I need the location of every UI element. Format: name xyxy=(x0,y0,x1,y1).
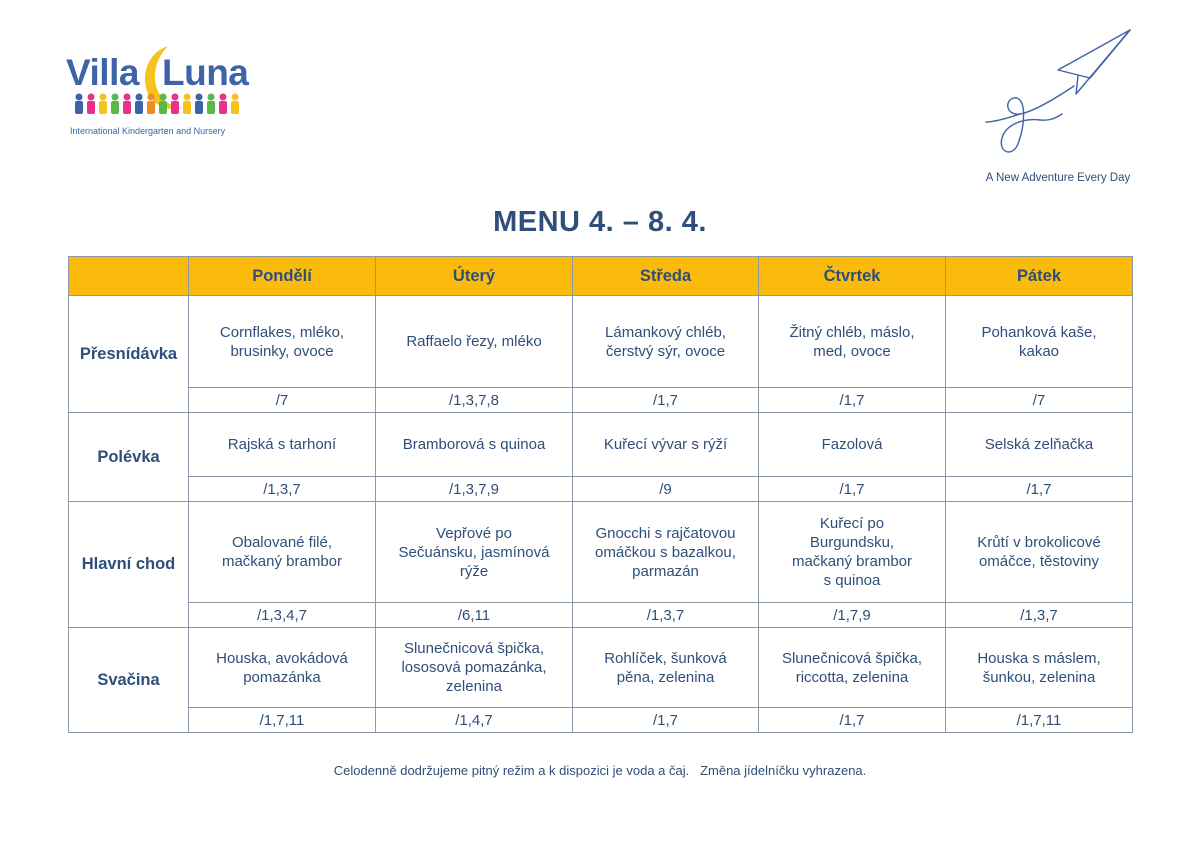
meal-cell: Krůtí v brokolicové omáčce, těstoviny xyxy=(946,502,1133,603)
meal-cell: Slunečnicová špička, riccotta, zelenina xyxy=(759,628,946,708)
allergen-row xyxy=(69,603,1133,628)
allergen-cell: /1,3,7 xyxy=(573,603,759,628)
meal-cell: Rohlíček, šunková pěna, zelenina xyxy=(573,628,759,708)
meal-row xyxy=(69,502,1133,603)
meal-name: Svačina xyxy=(69,628,189,733)
table-header-row xyxy=(69,257,1133,296)
logo-tagline: International Kindergarten and Nursery xyxy=(70,126,226,136)
meal-cell: Cornflakes, mléko, brusinky, ovoce xyxy=(189,296,376,388)
allergen-cell: /7 xyxy=(946,388,1133,413)
meal-cell: Raffaelo řezy, mléko xyxy=(376,296,573,388)
page-title: MENU 4. – 8. 4. xyxy=(493,206,707,238)
meal-cell: Obalované filé, mačkaný brambor xyxy=(189,502,376,603)
allergen-cell: /1,7,11 xyxy=(946,708,1133,733)
header-day: Pátek xyxy=(946,257,1133,296)
allergen-cell: /1,7 xyxy=(759,708,946,733)
header-day: Pondělí xyxy=(189,257,376,296)
meal-cell: Vepřové po Sečuánsku, jasmínová rýže xyxy=(376,502,573,603)
allergen-cell: /6,11 xyxy=(376,603,573,628)
meal-cell: Slunečnicová špička, lososová pomazánka, zelenina xyxy=(376,628,573,708)
meal-cell: Lámankový chléb, čerstvý sýr, ovoce xyxy=(573,296,759,388)
villa-luna-logo xyxy=(66,44,249,140)
allergen-cell: /1,3,7 xyxy=(189,477,376,502)
meal-name: Polévka xyxy=(69,413,189,502)
allergen-cell: /1,3,7,9 xyxy=(376,477,573,502)
allergen-cell: /1,7 xyxy=(759,388,946,413)
meal-cell: Bramborová s quinoa xyxy=(376,413,573,477)
allergen-cell: /7 xyxy=(189,388,376,413)
allergen-row xyxy=(69,388,1133,413)
meal-cell: Houska, avokádová pomazánka xyxy=(189,628,376,708)
logo-word-luna: Luna xyxy=(162,52,249,93)
meal-cell: Gnocchi s rajčatovou omáčkou s bazalkou, parmazán xyxy=(573,502,759,603)
meal-cell: Rajská s tarhoní xyxy=(189,413,376,477)
meal-cell: Kuřecí vývar s rýží xyxy=(573,413,759,477)
footer-note: Celodenně dodržujeme pitný režim a k dispozici je voda a čaj. Změna jídelníčku vyhrazena. xyxy=(333,763,867,778)
allergen-cell: /1,7 xyxy=(946,477,1133,502)
children-figures-icon xyxy=(72,92,242,116)
meal-cell: Kuřecí po Burgundsku, mačkaný brambor s quinoa xyxy=(759,502,946,603)
allergen-cell: /1,7 xyxy=(573,388,759,413)
meal-row xyxy=(69,628,1133,708)
meal-cell: Žitný chléb, máslo, med, ovoce xyxy=(759,296,946,388)
allergen-row xyxy=(69,477,1133,502)
paper-plane-icon xyxy=(980,26,1136,158)
allergen-cell: /9 xyxy=(573,477,759,502)
allergen-cell: /1,7,11 xyxy=(189,708,376,733)
logo-word-villa: Villa xyxy=(66,52,139,93)
allergen-cell: /1,7,9 xyxy=(759,603,946,628)
allergen-row xyxy=(69,708,1133,733)
meal-row xyxy=(69,413,1133,477)
header-corner-cell xyxy=(69,257,189,296)
header-day: Úterý xyxy=(376,257,573,296)
meal-row xyxy=(69,296,1133,388)
meal-cell: Fazolová xyxy=(759,413,946,477)
allergen-cell: /1,3,7,8 xyxy=(376,388,573,413)
menu-table xyxy=(68,256,1133,733)
allergen-cell: /1,4,7 xyxy=(376,708,573,733)
meal-name: Přesnídávka xyxy=(69,296,189,413)
meal-cell: Pohanková kaše, kakao xyxy=(946,296,1133,388)
allergen-cell: /1,7 xyxy=(759,477,946,502)
allergen-cell: /1,7 xyxy=(573,708,759,733)
meal-name: Hlavní chod xyxy=(69,502,189,628)
meal-cell: Selská zelňačka xyxy=(946,413,1133,477)
allergen-cell: /1,3,7 xyxy=(946,603,1133,628)
slogan: A New Adventure Every Day xyxy=(985,172,1131,184)
allergen-cell: /1,3,4,7 xyxy=(189,603,376,628)
header-day: Středa xyxy=(573,257,759,296)
meal-cell: Houska s máslem, šunkou, zelenina xyxy=(946,628,1133,708)
header-day: Čtvrtek xyxy=(759,257,946,296)
